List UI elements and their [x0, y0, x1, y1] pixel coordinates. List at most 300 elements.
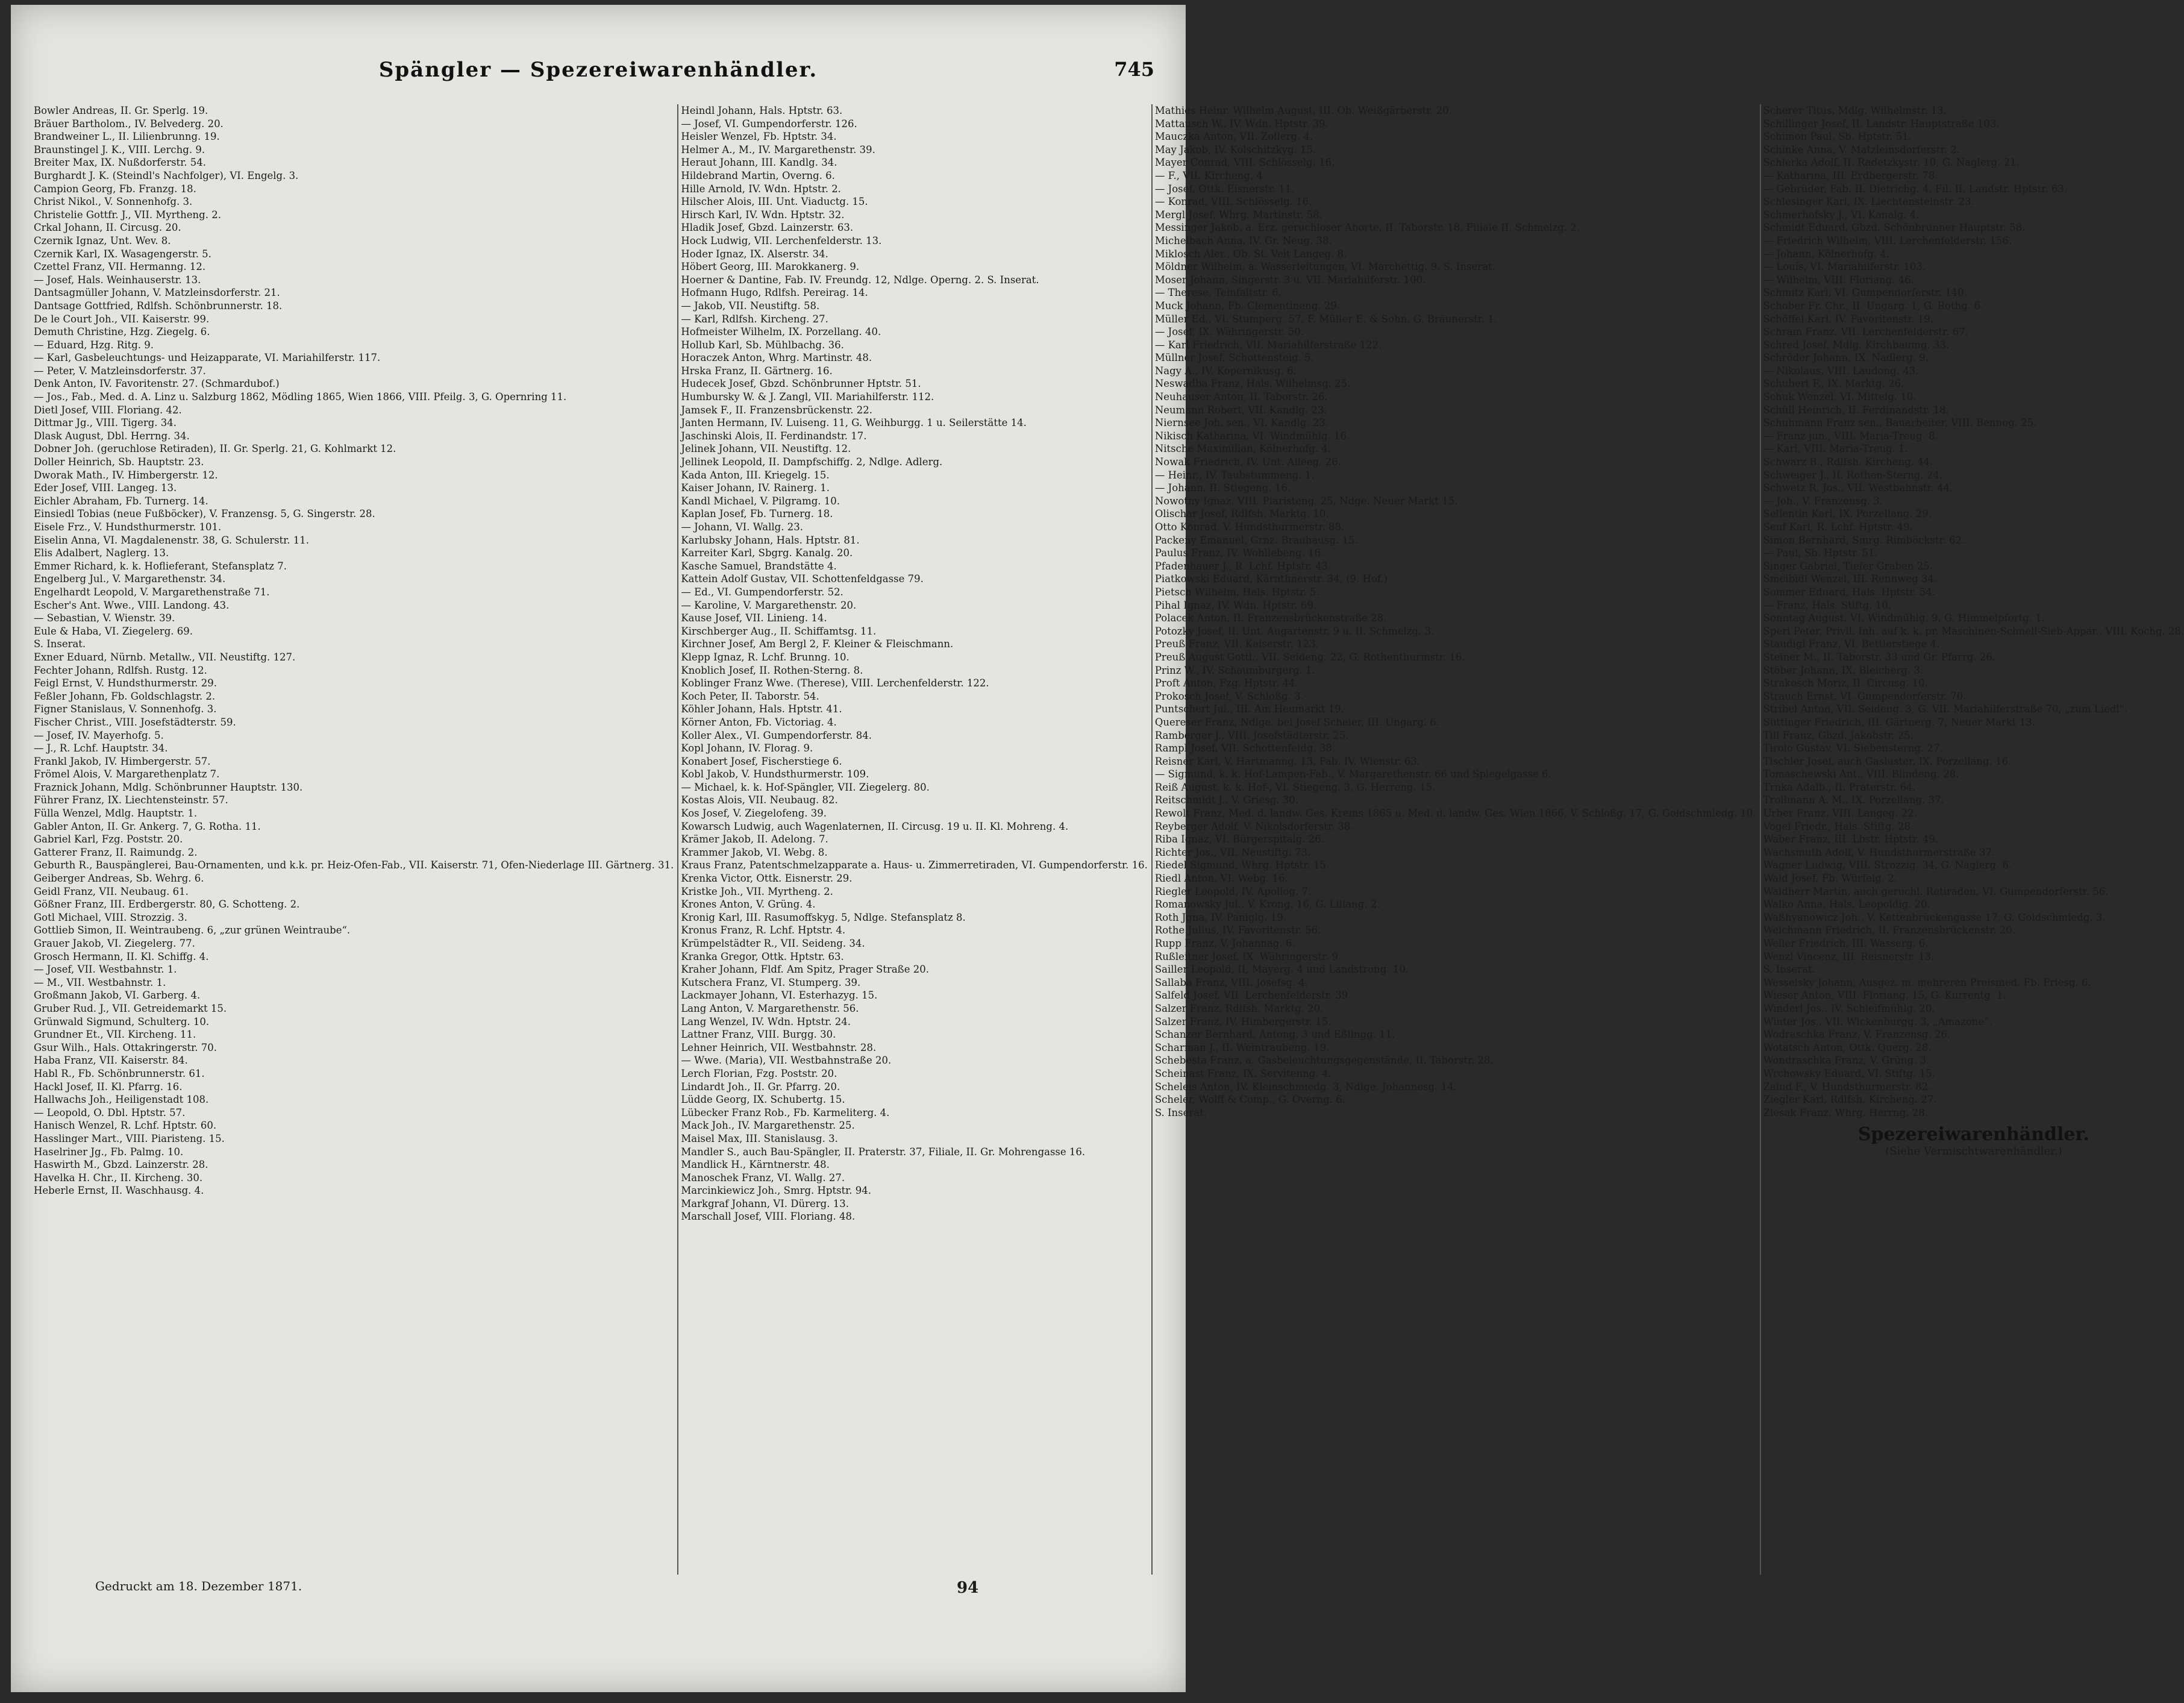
directory-entry: — Peter, V. Matzleinsdorferstr. 37.	[34, 365, 206, 377]
directory-entry: Polacek Anton, II. Franzensbrückenstraße 28.	[1154, 612, 1387, 624]
directory-entry: Scheinast Franz, IX. Servitenng. 4.	[1154, 1067, 1331, 1079]
directory-entry: Quereser Franz, Ndlge. bei Josef Scheier, III. Ungarg. 6.	[1154, 716, 1440, 728]
column-1	[34, 104, 674, 1575]
section-heading: Spezereiwarenhändler.	[1857, 1124, 2089, 1146]
directory-entry: Fischer Christ., VIII. Josefstädterstr. 59.	[34, 716, 236, 728]
directory-entry: Strauch Ernst, VI. Gumpendorferstr. 70.	[1763, 690, 1967, 702]
directory-entry: Brandweiner L., II. Lilienbrunng. 19.	[34, 131, 220, 143]
directory-entry: Schubert F., IX. Marktg. 26.	[1763, 378, 1904, 390]
directory-entry: Michelbach Anna, IV. Gr. Neug. 38.	[1154, 234, 1332, 246]
directory-entry: Kobl Jakob, V. Hundsthurmerstr. 109.	[681, 768, 869, 780]
directory-entry: — Gebrüder, Fab. II. Dietrichg. 4, Fil. II. Landstr. Hptstr. 63.	[1763, 183, 2068, 195]
directory-entry: Messinger Jakob, a. Erz. geruchloser Aborte, II. Taborstr. 18, Filiale II. Schmelzg. 2.	[1154, 222, 1580, 234]
directory-entry: Schlerka Adolf, II. Radetzkystr. 10, G. Naglerg. 21.	[1763, 157, 2020, 169]
directory-entry: Habl R., Fb. Schönbrunnerstr. 61.	[34, 1067, 205, 1079]
directory-entry: Niernsee Joh. sen., VI. Kandlg. 23.	[1154, 417, 1329, 429]
print-date: Gedruckt am 18. Dezember 1871.	[95, 1579, 302, 1593]
directory-entry: Kraher Johann, Fldf. Am Spitz, Prager Straße 20.	[681, 964, 929, 976]
directory-entry: Feßler Johann, Fb. Goldschlagstr. 2.	[34, 690, 216, 702]
directory-entry: Wagner Ludwig, VIII. Strozzig. 34, G. Naglerg. 6.	[1763, 859, 2012, 871]
directory-entry: Piatkowski Eduard, Kärnthnerstr. 34, (9. Hof.)	[1154, 573, 1388, 585]
directory-entry: Tischler Josef, auch Gasluster, IX. Porzellang. 16.	[1763, 755, 2012, 767]
directory-entry: Dittmar Jg., VIII. Tigerg. 34.	[34, 417, 177, 429]
directory-entry: Weichmann Friedrich, II. Franzensbrückenstr. 20.	[1763, 924, 2016, 936]
directory-entry: Puntschert Jul., III. Am Heumarkt 19.	[1154, 703, 1345, 715]
directory-entry: Rupp Franz, V. Johannag. 6.	[1154, 938, 1295, 949]
directory-entry: Bowler Andreas, II. Gr. Sperlg. 19.	[34, 105, 208, 116]
directory-entry: Heindl Johann, Hals. Hptstr. 63.	[681, 105, 843, 116]
directory-entry: Riba Ignaz, VI. Bürgerspitalg. 26.	[1154, 833, 1325, 845]
directory-entry: Humbursky W. & J. Zangl, VII. Mariahilferstr. 112.	[681, 391, 934, 403]
directory-entry: Stöber Johann, IX. Bleicherg. 3.	[1763, 664, 1924, 676]
directory-entry: Prinz W., IV. Schaumburgerg. 1.	[1154, 664, 1315, 676]
directory-entry: Wald Josef, Fb. Würfelg. 2.	[1763, 873, 1898, 885]
directory-entry: Süttinger Friedrich, III. Gärtnerg. 7, Neuer Markt 13.	[1763, 716, 2035, 728]
directory-entry: — Wwe. (Maria), VII. Westbahnstraße 20.	[681, 1055, 892, 1067]
directory-entry: Neswadba Franz, Hals. Wilhelmsg. 25.	[1154, 378, 1351, 390]
directory-entry: Moser Johann, Singerstr. 3 u. VII. Mariahilferstr. 100.	[1154, 274, 1426, 286]
directory-entry: Lüdde Georg, IX. Schubertg. 15.	[681, 1094, 845, 1106]
directory-entry: Simon Bernhard, Smrg. Rimböckstr. 62.	[1763, 534, 1965, 546]
directory-entry: Geiberger Andreas, Sb. Wehrg. 6.	[34, 873, 204, 885]
directory-entry: Gabriel Karl, Fzg. Poststr. 20.	[34, 833, 183, 845]
directory-entry: — F., VII. Kircheng. 4.	[1154, 169, 1266, 181]
directory-entry: Marcinkiewicz Joh., Smrg. Hptstr. 94.	[681, 1185, 872, 1197]
directory-entry: Krämer Jakob, II. Adelong. 7.	[681, 833, 828, 845]
directory-entry: Preuß Franz, VII. Kaiserstr. 123.	[1154, 638, 1319, 650]
directory-entry: Schanzer Bernhard, Antong. 3 und Eßlingg. 11.	[1154, 1029, 1395, 1041]
directory-entry: Heraut Johann, III. Kandlg. 34.	[681, 157, 837, 169]
directory-entry: Campion Georg, Fb. Franzg. 18.	[34, 183, 196, 195]
directory-entry: Führer Franz, IX. Liechtensteinstr. 57.	[34, 794, 228, 806]
directory-entry: — Josef, VII. Westbahnstr. 1.	[34, 964, 177, 976]
directory-entry: Preuß August Gottl., VII. Seideng. 22, G. Rothenthurmstr. 16.	[1154, 651, 1465, 663]
directory-entry: — Karl Friedrich, VII. Mariahilferstraße 122.	[1154, 339, 1382, 351]
directory-entry: Senf Karl, R. Lchf. Hptstr. 49.	[1763, 521, 1913, 533]
directory-entry: Otto Konrad, V. Hundsthurmerstr. 88.	[1154, 521, 1345, 533]
directory-entry: Scheleis Anton, IV. Kleinschmiedg. 3, Ndlge. Johannesg. 14.	[1154, 1080, 1457, 1093]
directory-entry: — M., VII. Westbahnstr. 1.	[34, 976, 166, 988]
directory-entry: Schuhmann Franz sen., Bauarbeiter, VIII. Bennog. 25.	[1763, 417, 2037, 429]
directory-entry: — Konrad, VIII. Schlösselg. 16.	[1154, 196, 1312, 208]
directory-entry: Möldner Wilhelm, a. Wasserleitungen, VI. Marchettig. 9. S. Inserat.	[1154, 261, 1495, 273]
directory-entry: Eisele Frz., V. Hundsthurmerstr. 101.	[34, 521, 222, 533]
column-4	[1760, 104, 2184, 1575]
directory-entry: Scheler, Wolff & Comp., G. Overng. 6.	[1154, 1094, 1345, 1106]
directory-entry: Hackl Josef, II. Kl. Pfarrg. 16.	[34, 1080, 183, 1093]
directory-entry: Lackmayer Johann, VI. Esterhazyg. 15.	[681, 989, 878, 1002]
directory-entry: — Karoline, V. Margarethenstr. 20.	[681, 599, 857, 611]
directory-entry: Neumann Robert, VII. Kandlg. 23.	[1154, 404, 1327, 416]
directory-entry: Heisler Wenzel, Fb. Hptstr. 34.	[681, 131, 837, 143]
directory-entry: — Sigmund, k. k. Hof-Lampen-Fab., V. Margarethenstr. 66 und Spiegelgasse 6.	[1154, 768, 1551, 780]
directory-entry: Doller Heinrich, Sb. Hauptstr. 23.	[34, 456, 204, 468]
directory-entry: De le Court Joh., VII. Kaiserstr. 99.	[34, 313, 210, 325]
directory-entry: Schüll Heinrich, II. Ferdinandstr. 18.	[1763, 404, 1949, 416]
directory-entry: Smeibidl Wenzel, III. Rennweg 34.	[1763, 573, 1938, 585]
directory-entry: — J., R. Lchf. Hauptstr. 34.	[34, 742, 168, 754]
directory-entry: S. Inserat.	[1154, 1106, 1207, 1118]
directory-entry: Jelinek Johann, VII. Neustiftg. 12.	[681, 443, 851, 455]
directory-entry: Hallwachs Joh., Heiligenstadt 108.	[34, 1094, 209, 1106]
directory-entry: Lübecker Franz Rob., Fb. Karmeliterg. 4.	[681, 1106, 890, 1118]
directory-entry: Nitsche Maximilian, Kölnerhofg. 4.	[1154, 443, 1331, 455]
directory-entry: Schmerhofsky J., VI. Kanalg. 4.	[1763, 209, 1920, 221]
directory-entry: Proft Anton, Fzg. Hptstr. 44.	[1154, 677, 1298, 689]
directory-entry: Walko Anna, Hals. Leopoldig. 20.	[1763, 899, 1930, 911]
directory-entry: Wodraschka Franz, V. Franzensg. 26.	[1763, 1029, 1951, 1041]
directory-entry: Horaczek Anton, Whrg. Martinstr. 48.	[681, 352, 872, 364]
directory-entry: Haba Franz, VII. Kaiserstr. 84.	[34, 1055, 188, 1067]
directory-entry: Schwarz B., Rdlfsh. Kircheng. 44.	[1763, 456, 1933, 468]
directory-entry: Janten Hermann, IV. Luiseng. 11, G. Weihburgg. 1 u. Seilerstätte 14.	[681, 417, 1027, 429]
page-number: 745	[1114, 58, 1154, 81]
directory-entry: Kasche Samuel, Brandstätte 4.	[681, 560, 837, 572]
directory-entry: Schröder Johann, IX. Nadlerg. 9.	[1763, 352, 1929, 364]
directory-entry: Speri Peter, Privil. Inh. auf k. k. pr. Maschinen-Schnell-Sieb-Appar., VIII. Kochg. 28.	[1763, 625, 2184, 637]
directory-entry: Staudigl Franz, VI. Bettlerstiege 4.	[1763, 638, 1940, 650]
directory-entry: — Josef, IV. Mayerhofg. 5.	[34, 729, 164, 741]
page-footer	[11, 1579, 1186, 1603]
directory-entry: Gsur Wilh., Hals. Ottakringerstr. 70.	[34, 1041, 217, 1053]
directory-entry: Krones Anton, V. Grüng. 4.	[681, 899, 816, 911]
directory-entry: Singer Gabriel, Tiefer Graben 25.	[1763, 560, 1933, 572]
directory-entry: May Jakob, IV. Kolschitzkyg. 15.	[1154, 143, 1316, 155]
directory-entry: Kandl Michael, V. Pilgramg. 10.	[681, 495, 840, 507]
directory-entry: Waber Franz, III. Lbstr. Hptstr. 49.	[1763, 833, 1939, 845]
directory-entry: Geburth R., Bauspänglerei, Bau-Ornamenten, und k.k. pr. Heiz-Ofen-Fab., VII. Kaiserstr. 71, Ofen-Niederlage III. Gärtnerg. 31.	[34, 859, 674, 871]
directory-entry: Tomaschewski Ant., VIII. Blindeng. 28.	[1763, 768, 1959, 780]
directory-entry: — Louis, VI. Mariahilferstr. 103.	[1763, 261, 1926, 273]
directory-entry: Koblinger Franz Wwe. (Therese), VIII. Lerchenfelderstr. 122.	[681, 677, 989, 689]
directory-entry: Riedel Sigmund, Whrg. Hptstr. 15.	[1154, 859, 1330, 871]
directory-entry: — Johann, VI. Wallg. 23.	[681, 521, 803, 533]
directory-entry: Schmitz Karl, VI. Gumpendorferstr. 140.	[1763, 287, 1967, 299]
directory-entry: Nikisch Katharina, VI. Windmühlg. 16.	[1154, 430, 1350, 442]
directory-entry: Kattein Adolf Gustav, VII. Schottenfeldgasse 79.	[681, 573, 924, 585]
directory-entry: Winter Jos., VII. Wickenburgg. 3, „Amazone“.	[1763, 1015, 1992, 1027]
directory-entry: Richter Jos., VII. Neustiftg. 73.	[1154, 846, 1311, 858]
directory-entry: Kopl Johann, IV. Florag. 9.	[681, 742, 813, 754]
directory-entry: Mergl Josef, Whrg. Martinstr. 58.	[1154, 209, 1322, 221]
directory-entry: Crkal Johann, II. Circusg. 20.	[34, 222, 181, 234]
directory-entry: Paulus Franz, IV. Wohllebeng. 16.	[1154, 547, 1324, 559]
directory-entry: — Therese, Teinfaltstr. 6.	[1154, 287, 1281, 299]
directory-entry: Figner Stanislaus, V. Sonnenhofg. 3.	[34, 703, 217, 715]
directory-entry: — Jos., Fab., Med. d. A. Linz u. Salzburg 1862, Mödling 1865, Wien 1866, VIII. Pfeilg. 3, G. Opernring 11.	[34, 391, 567, 403]
directory-entry: Mack Joh., IV. Margarethenstr. 25.	[681, 1120, 855, 1132]
directory-entry: Wrchowsky Eduard, VI. Stiftg. 15.	[1763, 1067, 1935, 1079]
directory-entry: Wachsmuth Adolf, V. Hundsthurmerstraße 37.	[1763, 846, 1995, 858]
directory-entry: — Friedrich Wilhelm, VIII. Lerchenfelderstr. 156.	[1763, 234, 2012, 246]
directory-entry: — Franz, Hals. Stiftg. 10.	[1763, 599, 1892, 611]
directory-entry: Urber Franz, VIII. Langeg. 22.	[1763, 808, 1917, 820]
directory-entry: Reyberger Adolf, V. Nikolsdorferstr. 38.	[1154, 820, 1354, 832]
directory-entry: — Michael, k. k. Hof-Spängler, VII. Ziegelerg. 80.	[681, 781, 930, 793]
directory-entry: Hoder Ignaz, IX. Alserstr. 34.	[681, 248, 828, 260]
directory-entry: Eiselin Anna, VI. Magdalenenstr. 38, G. Schulerstr. 11.	[34, 534, 310, 546]
directory-entry: Wondraschka Franz, V. Grüng. 3.	[1763, 1055, 1930, 1067]
directory-entry: Roth Jgna, IV. Paniglg. 19.	[1154, 911, 1287, 923]
directory-entry: Grauer Jakob, VI. Ziegelerg. 77.	[34, 938, 195, 949]
directory-entry: Tirolo Gustav, VI. Siebensterng. 27.	[1763, 742, 1943, 754]
directory-entry: Braunstingel J. K., VIII. Lerchg. 9.	[34, 143, 205, 155]
directory-entry: — Katharina, III. Erdbergerstr. 78.	[1763, 169, 1938, 181]
directory-entry: Sallaba Franz, VIII. Josefsg. 4.	[1154, 976, 1309, 988]
directory-entry: Hilscher Alois, III. Unt. Viaductg. 15.	[681, 196, 868, 208]
directory-entry: Kranka Gregor, Ottk. Hptstr. 63.	[681, 950, 844, 962]
directory-entry: — Paul, Sb. Hptstr. 51.	[1763, 547, 1878, 559]
directory-entry: Czernik Ignaz, Unt. Wev. 8.	[34, 234, 171, 246]
directory-entry: Haswirth M., Gbzd. Lainzerstr. 28.	[34, 1159, 208, 1171]
directory-entry: Ziegler Karl, Rdlfsh. Kircheng. 27.	[1763, 1094, 1937, 1106]
directory-entry: Manoschek Franz, VI. Wallg. 27.	[681, 1171, 845, 1184]
directory-entry: — Karl, Rdlfsh. Kircheng. 27.	[681, 313, 828, 325]
directory-entry: Hollub Karl, Sb. Mühlbachg. 36.	[681, 339, 844, 351]
directory-entry: Helmer A., M., IV. Margarethenstr. 39.	[681, 143, 875, 155]
directory-entry: Nowak Friedrich, IV. Unt. Alleeg. 26.	[1154, 456, 1341, 468]
directory-entry: — Karl, VIII. Maria-Treug. 1.	[1763, 443, 1908, 455]
directory-entry: Reisner Karl, V. Hartmanng. 13, Fab. IV. Wienstr. 63.	[1154, 755, 1421, 767]
column-3	[1151, 104, 1756, 1575]
directory-entry: Schebesta Franz, a. Gasbeleuchtungsgegenstände, II. Taborstr. 28.	[1154, 1055, 1494, 1067]
directory-entry: — Franz jun., VIII. Maria-Treug. 8.	[1763, 430, 1938, 442]
directory-entry: Mayer Conrad, VIII. Schlösselg. 16.	[1154, 157, 1335, 169]
directory-entry: — Josef, Hals. Weinhauserstr. 13.	[34, 274, 201, 286]
directory-entry: — Josef, Ottk. Eisnerstr. 11.	[1154, 183, 1295, 195]
directory-entry: Hofmeister Wilhelm, IX. Porzellang. 40.	[681, 326, 881, 338]
directory-entry: Kirchner Josef, Am Bergl 2, F. Kleiner & Fleischmann.	[681, 638, 954, 650]
directory-entry: Muck Johann, Fb. Clementineng. 29.	[1154, 300, 1341, 312]
directory-entry: Dantsagmüller Johann, V. Matzleinsdorferstr. 21.	[34, 287, 280, 299]
directory-entry: Kostas Alois, VII. Neubaug. 82.	[681, 794, 838, 806]
directory-entry: Waßhyanowicz Joh., V. Kettenbrückengasse 17, G. Goldschmiedg. 3.	[1763, 911, 2106, 923]
directory-entry: Hildebrand Martin, Overng. 6.	[681, 169, 835, 181]
directory-entry: Dietl Josef, VIII. Floriang. 42.	[34, 404, 182, 416]
directory-entry: Kraus Franz, Patentschmelzapparate a. Haus- u. Zimmerretiraden, VI. Gumpendorferstr. 16.	[681, 859, 1148, 871]
directory-entry: Dantsage Gottfried, Rdlfsh. Schönbrunnerstr. 18.	[34, 300, 283, 312]
directory-entry: Vogel Friedr., Hals. Stiftg. 28.	[1763, 820, 1914, 832]
directory-entry: Grundner Et., VII. Kircheng. 11.	[34, 1029, 196, 1041]
directory-entry: Kronus Franz, R. Lchf. Hptstr. 4.	[681, 924, 846, 936]
directory-entry: Lerch Florian, Fzg. Poststr. 20.	[681, 1067, 837, 1079]
directory-entry: Kaplan Josef, Fb. Turnerg. 18.	[681, 508, 833, 520]
directory-entry: Schram Franz, VII. Lerchenfelderstr. 67.	[1763, 326, 1968, 338]
directory-entry: — Leopold, O. Dbl. Hptstr. 57.	[34, 1106, 186, 1118]
directory-entry: Wieser Anton, VIII. Floriang. 15, G. Kurrentg. 1.	[1763, 989, 2006, 1002]
directory-entry: Steiner M., II. Taborstr. 33 und Gr. Pfarrg. 26.	[1763, 651, 1996, 663]
directory-entry: Gößner Franz, III. Erdbergerstr. 80, G. Schotteng. 2.	[34, 899, 300, 911]
directory-entry: Lindardt Joh., II. Gr. Pfarrg. 20.	[681, 1080, 840, 1093]
directory-entry: Sommer Eduard, Hals. Hptstr. 54.	[1763, 586, 1935, 598]
directory-entry: Kaiser Johann, IV. Rainerg. 1.	[681, 482, 830, 494]
directory-entry: Stribel Anton, VII. Seideng. 3, G. VII. Mariahilferstraße 70, „zum Liedl“.	[1763, 703, 2128, 715]
directory-entry: Emmer Richard, k. k. Hoflieferant, Stefansplatz 7.	[34, 560, 287, 572]
directory-entry: Prokosch Josef, V. Schloßg. 3.	[1154, 690, 1304, 702]
page-title: Spängler — Spezereiwarenhändler.	[378, 58, 818, 82]
directory-entry: Demuth Christine, Hzg. Ziegelg. 6.	[34, 326, 210, 338]
directory-entry: Engelhardt Leopold, V. Margarethenstraße 71.	[34, 586, 270, 598]
directory-entry: Salzer Franz, Rdlfsh. Marktg. 20.	[1154, 1002, 1324, 1014]
directory-entry: Knoblich Josef, II. Rothen-Sterng. 8.	[681, 664, 863, 676]
directory-entry: Lattner Franz, VIII. Burgg. 30.	[681, 1029, 836, 1041]
directory-entry: Hock Ludwig, VII. Lerchenfelderstr. 13.	[681, 234, 882, 246]
directory-entry: Hirsch Karl, IV. Wdn. Hptstr. 32.	[681, 209, 845, 221]
directory-entry: Jamsek F., II. Franzensbrückenstr. 22.	[681, 404, 873, 416]
directory-entry: Markgraf Johann, VI. Dürerg. 13.	[681, 1197, 849, 1209]
directory-entry: Engelberg Jul., V. Margarethenstr. 34.	[34, 573, 226, 585]
directory-entry: Pfadenhauer J., R. Lchf. Hptstr. 43.	[1154, 560, 1331, 572]
directory-entry: Scharman J., II. Weintraubeng. 19.	[1154, 1041, 1330, 1053]
directory-entry: Rußleitner Josef, IX. Währingerstr. 9.	[1154, 950, 1342, 962]
directory-entry: Frankl Jakob, IV. Himbergerstr. 57.	[34, 755, 211, 767]
directory-entry: Reitschmidt J., V. Griesg. 30.	[1154, 794, 1299, 806]
directory-entry: Exner Eduard, Nürnb. Metallw., VII. Neustiftg. 127.	[34, 651, 296, 663]
directory-entry: Sailler Leopold, II, Mayerg. 4 und Landstrong. 10.	[1154, 964, 1409, 976]
directory-entry: Schinke Anna, V. Matzleinsdorferstr. 2.	[1763, 143, 1960, 155]
directory-entry: Kos Josef, V. Ziegelofeng. 39.	[681, 808, 827, 820]
directory-entry: Eule & Haba, VI. Ziegelerg. 69.	[34, 625, 193, 637]
directory-entry: — Nikolaus, VIII. Laudong. 43.	[1763, 365, 1919, 377]
directory-entry: Gabler Anton, II. Gr. Ankerg. 7, G. Rotha. 11.	[34, 820, 261, 832]
directory-entry: Koller Alex., VI. Gumpendorferstr. 84.	[681, 729, 872, 741]
directory-entry: Müller Ed., VI. Stumperg. 57, F. Müller E. & Sohn, G. Bräunerstr. 1.	[1154, 313, 1498, 325]
directory-entry: Großmann Jakob, VI. Garberg. 4.	[34, 989, 201, 1002]
directory-entry: Fülla Wenzel, Mdlg. Hauptstr. 1.	[34, 808, 198, 820]
directory-entry: Jaschinski Alois, II. Ferdinandstr. 17.	[681, 430, 867, 442]
directory-entry: Christ Nikol., V. Sonnenhofg. 3.	[34, 196, 193, 208]
directory-entry: Mauczka Anton, VII. Zollerg. 4.	[1154, 131, 1313, 143]
directory-entry: Gruber Rud. J., VII. Getreidemarkt 15.	[34, 1002, 227, 1014]
directory-entry: Schlesinger Karl, IX. Liechtensteinstr. 23.	[1763, 196, 1974, 208]
directory-entry: Salfeld Josef, VII. Lerchenfelderstr. 39.	[1154, 989, 1351, 1002]
directory-entry: Frömel Alois, V. Margarethenplatz 7.	[34, 768, 220, 780]
page-header	[11, 58, 1186, 94]
directory-entry: Mathies Heinr. Wilhelm August, III. Ob. Weißgärberstr. 20.	[1154, 105, 1452, 116]
directory-entry: Karreiter Karl, Sbgrg. Kanalg. 20.	[681, 547, 853, 559]
columns	[34, 104, 2184, 1575]
directory-entry: Wesselsky Johann, Ausgez. m. mehreren Preismed. Fb. Friesg. 6.	[1763, 976, 2091, 988]
directory-entry: Lang Wenzel, IV. Wdn. Hptstr. 24.	[681, 1015, 851, 1027]
directory-entry: Gotl Michael, VIII. Strozzig. 3.	[34, 911, 187, 923]
directory-entry: Nowotny Ignaz, VIII. Piaristeng. 25, Ndge. Neuer Markt 15.	[1154, 495, 1458, 507]
directory-entry: — Ed., VI. Gumpendorferstr. 52.	[681, 586, 843, 598]
directory-entry: Schöffel Karl, IV. Favoritenstr. 19.	[1763, 313, 1934, 325]
directory-entry: Schillinger Josef, II. Landstr. Hauptstraße 103.	[1763, 118, 2000, 130]
directory-entry: Hrska Franz, II. Gärtnerg. 16.	[681, 365, 833, 377]
directory-entry: Romanowsky Jul., V. Krong. 16, G. Liliang. 2.	[1154, 899, 1380, 911]
directory-entry: Zlesak Franz, Whrg. Herrng. 28.	[1763, 1106, 1929, 1118]
directory-entry: Fechter Johann, Rdlfsh. Rustg. 12.	[34, 664, 207, 676]
directory-entry: Dworak Math., IV. Himbergerstr. 12.	[34, 469, 218, 481]
directory-entry: Haselriner Jg., Fb. Palmg. 10.	[34, 1146, 184, 1158]
directory-entry: Pihal Ignaz, IV. Wdn. Hptstr. 69.	[1154, 599, 1317, 611]
directory-entry: Klepp Ignaz, R. Lchf. Brunng. 10.	[681, 651, 850, 663]
directory-entry: Rampl Josef, VII. Schottenfeldg. 38.	[1154, 742, 1336, 754]
directory-entry: Ramberger J., VIII. Josefstädterstr. 25.	[1154, 729, 1349, 741]
directory-entry: Till Franz, Gbzd. Jakobstr. 25.	[1763, 729, 1913, 741]
directory-entry: Packeny Emanuel, Grnz. Brauhausg. 15.	[1154, 534, 1358, 546]
directory-entry: Czernik Karl, IX. Wasagengerstr. 5.	[34, 248, 211, 260]
directory-entry: Lang Anton, V. Margarethenstr. 56.	[681, 1002, 859, 1014]
directory-entry: Jellinek Leopold, II. Dampfschiffg. 2, Ndlge. Adlerg.	[681, 456, 943, 468]
directory-entry: Elis Adalbert, Naglerg. 13.	[34, 547, 169, 559]
directory-entry: Einsiedl Tobias (neue Fußböcker), V. Franzensg. 5, G. Singerstr. 28.	[34, 508, 375, 520]
directory-entry: Körner Anton, Fb. Victoriag. 4.	[681, 716, 837, 728]
directory-entry: Olischar Josef, Rdlfsh. Marktg. 10.	[1154, 508, 1329, 520]
directory-entry: Hanisch Wenzel, R. Lchf. Hptstr. 60.	[34, 1120, 217, 1132]
directory-entry: — Wilhelm, VIII. Floriang. 46.	[1763, 274, 1914, 286]
directory-entry: Weiler Friedrich, III. Wasserg. 6.	[1763, 938, 1929, 949]
directory-entry: Marschall Josef, VIII. Floriang. 48.	[681, 1211, 856, 1223]
directory-entry: Mandlick H., Kärntnerstr. 48.	[681, 1159, 830, 1171]
directory-entry: Gottlieb Simon, II. Weintraubeng. 6, „zur grünen Weintraube“.	[34, 924, 351, 936]
directory-entry: Trollmann A. M., IX. Porzellang. 37.	[1763, 794, 1944, 806]
directory-entry: Krenka Victor, Ottk. Eisnerstr. 29.	[681, 873, 853, 885]
directory-entry: Mandler S., auch Bau-Spängler, II. Praterstr. 37, Filiale, II. Gr. Mohrengasse 16.	[681, 1146, 1086, 1158]
directory-entry: Hladik Josef, Gbzd. Lainzerstr. 63.	[681, 222, 854, 234]
directory-entry: Kutschera Franz, VI. Stumperg. 39.	[681, 976, 861, 988]
directory-entry: Kronig Karl, III. Rasumoffskyg. 5, Ndlge. Stefansplatz 8.	[681, 911, 966, 923]
directory-entry: — Johann, Kölnerhofg. 4.	[1763, 248, 1889, 260]
directory-entry: Potozky Josef, II. Unt. Augartenstr. 9 u. II. Schmelzg. 3.	[1154, 625, 1435, 637]
directory-entry: Strakosch Moriz, II. Circusg. 10.	[1763, 677, 1928, 689]
directory-entry: Krammer Jakob, VI. Webg. 8.	[681, 846, 828, 858]
directory-entry: Riedl Anton, VI. Webg. 16.	[1154, 873, 1288, 885]
directory-entry: — Josef, VI. Gumpendorferstr. 126.	[681, 118, 857, 130]
directory-entry: Dlask August, Dbl. Herrng. 34.	[34, 430, 190, 442]
directory-entry: Hille Arnold, IV. Wdn. Hptstr. 2.	[681, 183, 841, 195]
directory-entry: Geidl Franz, VII. Neubaug. 61.	[34, 885, 189, 897]
directory-entry: Kada Anton, III. Kriegelg. 15.	[681, 469, 830, 481]
directory-entry: Koch Peter, II. Taborstr. 54.	[681, 690, 819, 702]
directory-entry: — Johann, II. Stiegeng. 16.	[1154, 482, 1291, 494]
directory-entry: — Joh., V. Franzensg. 3.	[1763, 495, 1883, 507]
directory-entry: Schwetz R. Jos., VII. Westbahnstr. 44.	[1763, 482, 1953, 494]
directory-entry: Schred Josef, Mdlg. Kirchbaumg. 33.	[1763, 339, 1950, 351]
directory-entry: Hudecek Josef, Gbzd. Schönbrunner Hptstr. 51.	[681, 378, 921, 390]
directory-entry: Rewolt Franz, Med. d. landw. Ges. Krems 1865 u. Med. d. landw. Ges. Wien 1866, V. Schloßg. 17, G. Goldschmiedg. 10.	[1154, 808, 1756, 820]
directory-entry: Kirschberger Aug., II. Schiffamtsg. 11.	[681, 625, 877, 637]
directory-entry: Burghardt J. K. (Steindl's Nachfolger), VI. Engelg. 3.	[34, 169, 299, 181]
directory-entry: Sonntag August, VI. Windmühlg. 9, G. Himmelpfortg. 1.	[1763, 612, 2045, 624]
directory-entry: Scherer Titus, Mdlg. Wilhelmstr. 13.	[1763, 105, 1947, 116]
directory-entry: — Josef, IX. Währingerstr. 50.	[1154, 326, 1304, 338]
directory-entry: Maisel Max, III. Stanislausg. 3.	[681, 1132, 838, 1144]
directory-entry: S. Inserat.	[34, 638, 86, 650]
directory-entry: Konabert Josef, Fischerstiege 6.	[681, 755, 842, 767]
directory-entry: Miklosch Aler., Ob. St. Veit Langeg. 8.	[1154, 248, 1347, 260]
directory-entry: Krümpelstädter R., VII. Seideng. 34.	[681, 938, 865, 949]
directory-entry: Kause Josef, VII. Linieng. 14.	[681, 612, 827, 624]
directory-entry: Neuhauser Anton, II. Taborstr. 26.	[1154, 391, 1328, 403]
directory-entry: Heberle Ernst, II. Waschhausg. 4.	[34, 1185, 204, 1197]
directory-page	[11, 5, 2184, 1692]
directory-entry: — Eduard, Hzg. Ritg. 9.	[34, 339, 154, 351]
directory-entry: Christelie Gottfr. J., VII. Myrtheng. 2.	[34, 209, 221, 221]
directory-entry: Rothe Julius, IV. Favoritenstr. 56.	[1154, 924, 1321, 936]
directory-entry: Havelka H. Chr., II. Kircheng. 30.	[34, 1171, 203, 1184]
directory-entry: Gatterer Franz, II. Raimundg. 2.	[34, 846, 198, 858]
directory-entry: Nagy A., IV. Kopernikusg. 6.	[1154, 365, 1297, 377]
directory-entry: Schweiger J., II. Rothen-Sterng. 24.	[1763, 469, 1943, 481]
directory-entry: Kristke Joh., VII. Myrtheng. 2.	[681, 885, 833, 897]
directory-entry: Breiter Max, IX. Nußdorferstr. 54.	[34, 157, 206, 169]
directory-entry: Winderl Jos., IV. Schleifmühlg. 20.	[1763, 1002, 1935, 1014]
directory-entry: Zalud F., V. Hundsthurmerstr. 82.	[1763, 1080, 1932, 1093]
directory-entry: Dobner Joh. (geruchlose Retiraden), II. Gr. Sperlg. 21, G. Kohlmarkt 12.	[34, 443, 396, 455]
directory-entry: Reiß August, k. k. Hof-, VI. Stiegeng. 3, G. Herreng. 15.	[1154, 781, 1436, 793]
